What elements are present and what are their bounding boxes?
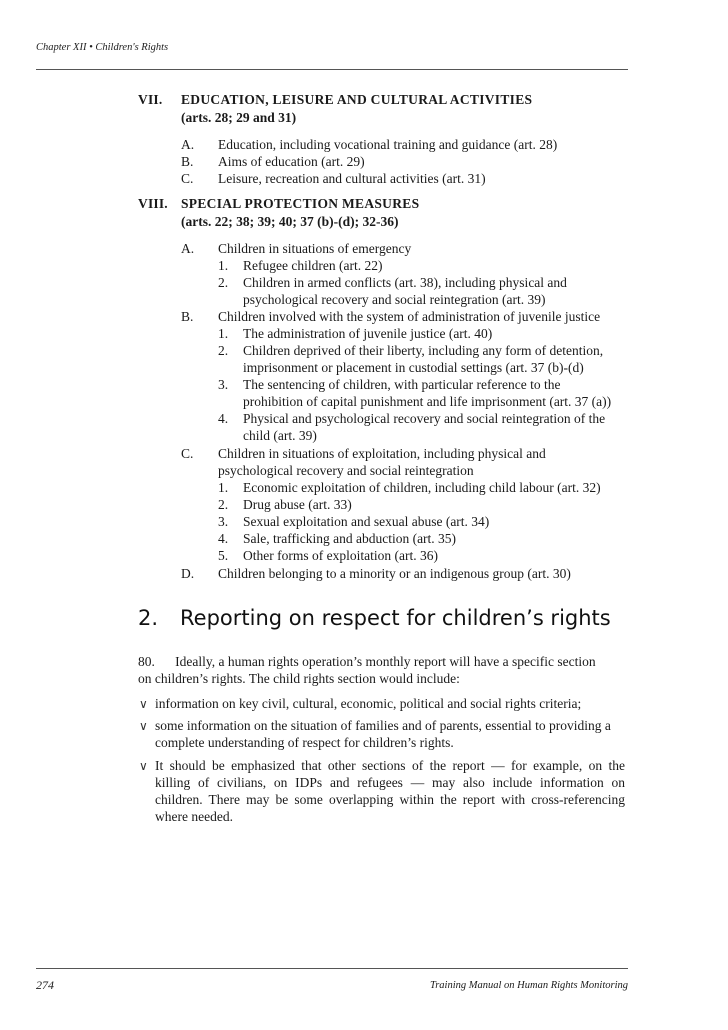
heading-title: Reporting on respect for children’s rights xyxy=(180,606,611,630)
subitem-text: imprisonment or placement in custodial settings (art. 37 (b)-(d) xyxy=(243,360,584,375)
section-numeral: VIII. xyxy=(138,196,168,211)
bullet-text: It should be emphasized that other sections of the report — for example, on the xyxy=(155,758,625,773)
item-text: Children in situations of emergency xyxy=(218,241,412,256)
subitem-number: 1. xyxy=(218,326,229,341)
subitem-text: Sale, trafficking and abduction (art. 35) xyxy=(243,531,457,546)
subitem-text: Other forms of exploitation (art. 36) xyxy=(243,548,438,563)
bullet-text: children. There may be some overlapping within the report with cross-referencing xyxy=(155,792,625,807)
item-text: Children belonging to a minority or an indigenous group (art. 30) xyxy=(218,566,571,581)
subitem-text: Sexual exploitation and sexual abuse (art. 34) xyxy=(243,514,490,529)
subitem-text: child (art. 39) xyxy=(243,428,317,443)
item-letter: A. xyxy=(181,137,195,152)
running-head: Chapter XII • Children's Rights xyxy=(36,42,169,53)
bullet-text: killing of civilians, on IDPs and refugees — may also include information on xyxy=(155,775,625,790)
subitem-text: Drug abuse (art. 33) xyxy=(243,497,352,512)
subitem-text: Physical and psychological recovery and social reintegration of the xyxy=(243,411,606,426)
subitem-number: 1. xyxy=(218,258,229,273)
section-title: SPECIAL PROTECTION MEASURES xyxy=(181,196,420,211)
bullet-icon: ∨ xyxy=(139,697,148,711)
item-letter: B. xyxy=(181,154,194,169)
page-number: 274 xyxy=(36,978,54,992)
subitem-number: 5. xyxy=(218,548,229,563)
footer-rule xyxy=(36,968,628,969)
section-heading xyxy=(138,606,611,630)
subitem-text: Children deprived of their liberty, including any form of detention, xyxy=(243,343,604,358)
section-arts: (arts. 28; 29 and 31) xyxy=(181,110,297,125)
subitem-text: psychological recovery and social reintegration (art. 39) xyxy=(243,292,546,307)
bullet-text: where needed. xyxy=(155,809,233,824)
subitem-text: Refugee children (art. 22) xyxy=(243,258,383,273)
subitem-number: 3. xyxy=(218,377,229,392)
section-arts: (arts. 22; 38; 39; 40; 37 (b)-(d); 32-36) xyxy=(181,214,399,229)
item-text: Children involved with the system of administration of juvenile justice xyxy=(218,309,601,324)
item-text: Education, including vocational training and guidance (art. 28) xyxy=(218,137,558,152)
item-text: Children in situations of exploitation, including physical and xyxy=(218,446,546,461)
item-letter: D. xyxy=(181,566,195,581)
bullet-text: complete understanding of respect for children’s rights. xyxy=(155,735,454,750)
item-text: psychological recovery and social reintegration xyxy=(218,463,474,478)
footer-title: Training Manual on Human Rights Monitoring xyxy=(429,980,628,991)
subitem-number: 1. xyxy=(218,480,229,495)
section-title: EDUCATION, LEISURE AND CULTURAL ACTIVITIES xyxy=(181,92,533,107)
bullet-icon: ∨ xyxy=(139,759,148,773)
item-letter: C. xyxy=(181,446,194,461)
subitem-text: Children in armed conflicts (art. 38), including physical and xyxy=(243,275,567,290)
subitem-text: prohibition of capital punishment and life imprisonment (art. 37 (a)) xyxy=(243,394,612,409)
subitem-text: Economic exploitation of children, including child labour (art. 32) xyxy=(243,480,601,495)
header-rule xyxy=(36,69,628,70)
paragraph-line: 80. Ideally, a human rights operation’s monthly report will have a specific section xyxy=(138,654,596,669)
item-letter: C. xyxy=(181,171,194,186)
paragraph-line: on children’s rights. The child rights section would include: xyxy=(138,671,460,686)
subitem-number: 2. xyxy=(218,343,229,358)
item-letter: A. xyxy=(181,241,195,256)
heading-number: 2. xyxy=(138,606,159,630)
subitem-number: 2. xyxy=(218,497,229,512)
item-text: Leisure, recreation and cultural activities (art. 31) xyxy=(218,171,486,186)
subitem-text: The administration of juvenile justice (art. 40) xyxy=(243,326,493,341)
bullet-text: information on key civil, cultural, economic, political and social rights criteria; xyxy=(155,696,582,711)
subitem-number: 2. xyxy=(218,275,229,290)
item-letter: B. xyxy=(181,309,194,324)
subitem-number: 4. xyxy=(218,531,229,546)
bullet-icon: ∨ xyxy=(139,719,148,733)
subitem-number: 4. xyxy=(218,411,229,426)
item-text: Aims of education (art. 29) xyxy=(218,154,365,169)
subitem-text: The sentencing of children, with particular reference to the xyxy=(243,377,561,392)
bullet-text: some information on the situation of families and of parents, essential to providing a xyxy=(155,718,611,733)
section-numeral: VII. xyxy=(138,92,163,107)
subitem-number: 3. xyxy=(218,514,229,529)
